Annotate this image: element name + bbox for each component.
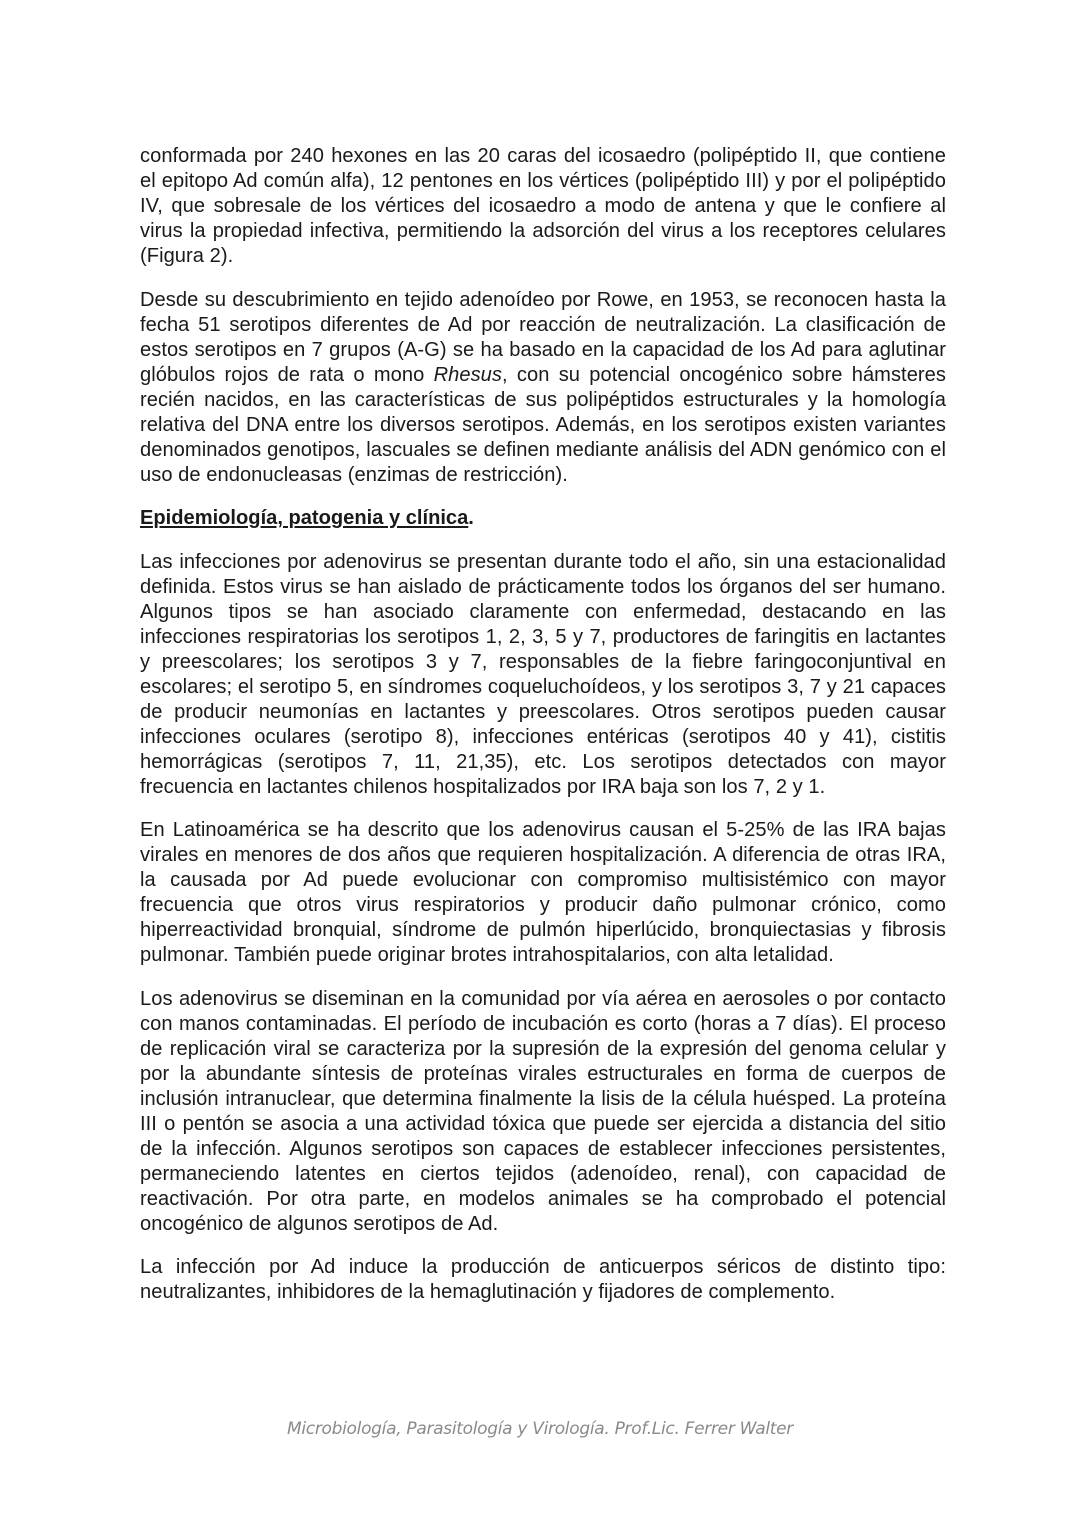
section-heading (140, 506, 946, 531)
paragraph-text: Desde su descubrimiento en tejido adenoídeo por Rowe, en 1953, se reconocen hasta la fecha 51 serotipos diferentes de Ad por reacción de neutralización. La clasificación de estos serotipos en 7 grupos (A-G) se ha basado en la capacidad de los Ad para aglutinar glóbulos rojos de rata o mono (140, 288, 946, 386)
paragraph-serotypes-classification (140, 288, 946, 488)
page-footer: Microbiología, Parasitología y Virología. Prof.Lic. Ferrer Walter (287, 1419, 793, 1439)
paragraph-transmission: Los adenovirus se diseminan en la comunidad por vía aérea en aerosoles o por contacto con manos contaminadas. El período de incubación es corto (horas a 7 días). El proceso de replicación viral se caracteriza por la supresión de la expresión del genoma celular y por la abundante síntesis de proteínas virales estructurales en forma de cuerpos de inclusión intranuclear, que determina finalmente la lisis de la célula huésped. La proteína III o pentón se asocia a una actividad tóxica que puede ser ejercida a distancia del sitio de la infección. Algunos serotipos son capaces de establecer infecciones persistentes, permaneciendo latentes en ciertos tejidos (adenoídeo, renal), con capacidad de reactivación. Por otra parte, en modelos animales se ha comprobado el potencial oncogénico de algunos serotipos de Ad. (140, 987, 946, 1235)
paragraph-antibodies: La infección por Ad induce la producción de anticuerpos séricos de distinto tipo: neutralizantes, inhibidores de la hemaglutinación y fijadores de complemento. (140, 1256, 946, 1303)
document-body (140, 144, 946, 1324)
italic-term-rhesus: Rhesus (433, 363, 502, 386)
section-heading-text: Epidemiología, patogenia y clínica (140, 507, 469, 529)
paragraph-text: , con su potencial oncogénico sobre hámsteres recién nacidos, en las características de sus polipéptidos estructurales y la homología relativa del DNA entre los diversos serotipos. Además, en los serotipos existen variantes denominados genotipos, lascuales se definen mediante análisis del ADN genómico con el uso de endonucleasas (enzimas de restricción). (140, 363, 946, 486)
section-heading-period: . (468, 507, 474, 529)
paragraph-latinoamerica: En Latinoamérica se ha descrito que los adenovirus causan el 5-25% de las IRA bajas virales en menores de dos años que requieren hospitalización. A diferencia de otras IRA, la causada por Ad puede evolucionar con compromiso multisistémico con mayor frecuencia que otros virus respiratorios y producir daño pulmonar crónico, como hiperreactividad bronquial, síndrome de pulmón hiperlúcido, bronquiectasias y fibrosis pulmonar. También puede originar brotes intrahospitalarios, con alta letalidad. (140, 819, 946, 966)
paragraph-capsid-structure: conformada por 240 hexones en las 20 caras del icosaedro (polipéptido II, que contiene el epitopo Ad común alfa), 12 pentones en los vértices (polipéptido III) y por el polipéptido IV, que sobresale de los vértices del icosaedro a modo de antena y que le confiere al virus la propiedad infectiva, permitiendo la adsorción del virus a los receptores celulares (Figura 2). (140, 145, 946, 267)
paragraph-epidemiology: Las infecciones por adenovirus se presentan durante todo el año, sin una estacionalidad definida. Estos virus se han aislado de prácticamente todos los órganos del ser humano. Algunos tipos se han asociado claramente con enfermedad, destacando en las infecciones respiratorias los serotipos 1, 2, 3, 5 y 7, productores de faringitis en lactantes y preescolares; los serotipos 3 y 7, responsables de la fiebre faringoconjuntival en escolares; el serotipo 5, en síndromes coqueluchoídeos, y los serotipos 3, 7 y 21 capaces de producir neumonías en lactantes y preescolares. Otros serotipos pueden causar infecciones oculares (serotipo 8), infecciones entéricas (serotipos 40 y 41), cistitis hemorrágicas (serotipos 7, 11, 21,35), etc. Los serotipos detectados con mayor frecuencia en lactantes chilenos hospitalizados por IRA baja son los 7, 2 y 1. (140, 550, 946, 798)
